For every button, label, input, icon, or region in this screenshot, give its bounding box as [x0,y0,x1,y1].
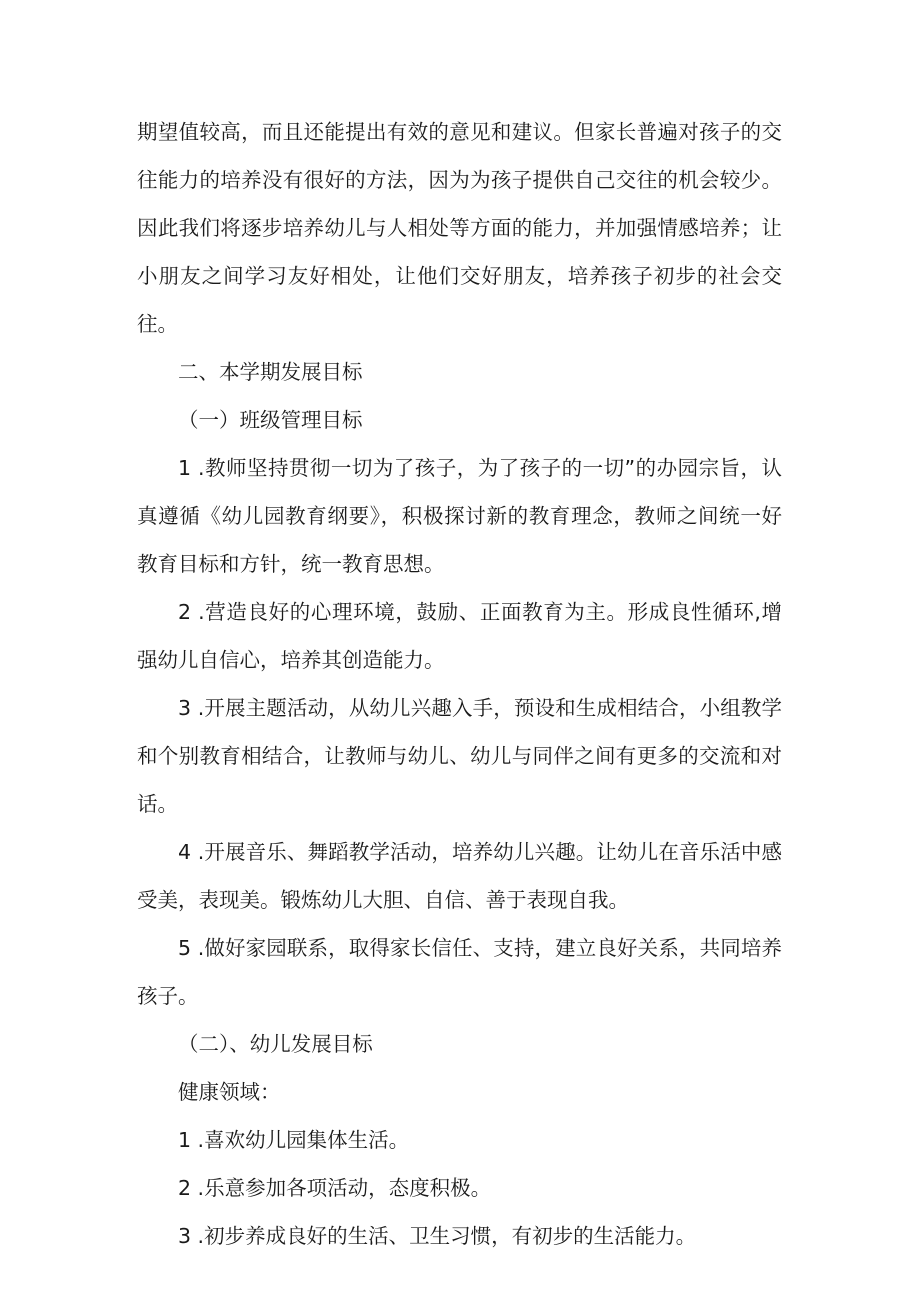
class-goal-item-2: 2 .营造良好的心理环境，鼓励、正面教育为主。形成良性循环,增强幼儿自信心，培养其创造能力。 [137,600,782,672]
class-goal-item-5: 5 .做好家园联系，取得家长信任、支持，建立良好关系，共同培养孩子。 [137,936,782,1008]
class-goal-item-1: 1 .教师坚持贯彻一切为了孩子，为了孩子的一切”的办园宗旨，认真遵循《幼儿园教育纲要》，积极探讨新的教育理念，教师之间统一好教育目标和方针，统一教育思想。 [137,456,782,576]
health-goal-item-3: 3 .初步养成良好的生活、卫生习惯，有初步的生活能力。 [178,1224,697,1248]
health-goal-item-2: 2 .乐意参加各项活动，态度积极。 [178,1176,492,1200]
class-goal-item-4: 4 .开展音乐、舞蹈教学活动，培养幼儿兴趣。让幼儿在音乐活中感受美，表现美。锻炼幼儿大胆、自信、善于表现自我。 [137,840,782,912]
health-goal-item-1: 1 .喜欢幼儿园集体生活。 [178,1128,410,1152]
subheading-class-management-goals: （一）班级管理目标 [178,408,363,432]
subheading-child-development-goals: （二）、幼儿发展目标 [178,1032,373,1056]
class-goal-item-3: 3 .开展主题活动，从幼儿兴趣入手，预设和生成相结合，小组教学和个别教育相结合，让教师与幼儿、幼儿与同伴之间有更多的交流和对话。 [137,696,782,816]
document-body [137,108,782,1260]
section-heading-development-goals: 二、本学期发展目标 [178,360,363,384]
subheading-health-domain: 健康领域： [178,1080,281,1104]
intro-paragraph: 期望值较高，而且还能提出有效的意见和建议。但家长普遍对孩子的交往能力的培养没有很好的方法，因为为孩子提供自己交往的机会较少。因此我们将逐步培养幼儿与人相处等方面的能力，并加强情感培养；让小朋友之间学习友好相处，让他们交好朋友，培养孩子初步的社会交往。 [137,120,782,336]
